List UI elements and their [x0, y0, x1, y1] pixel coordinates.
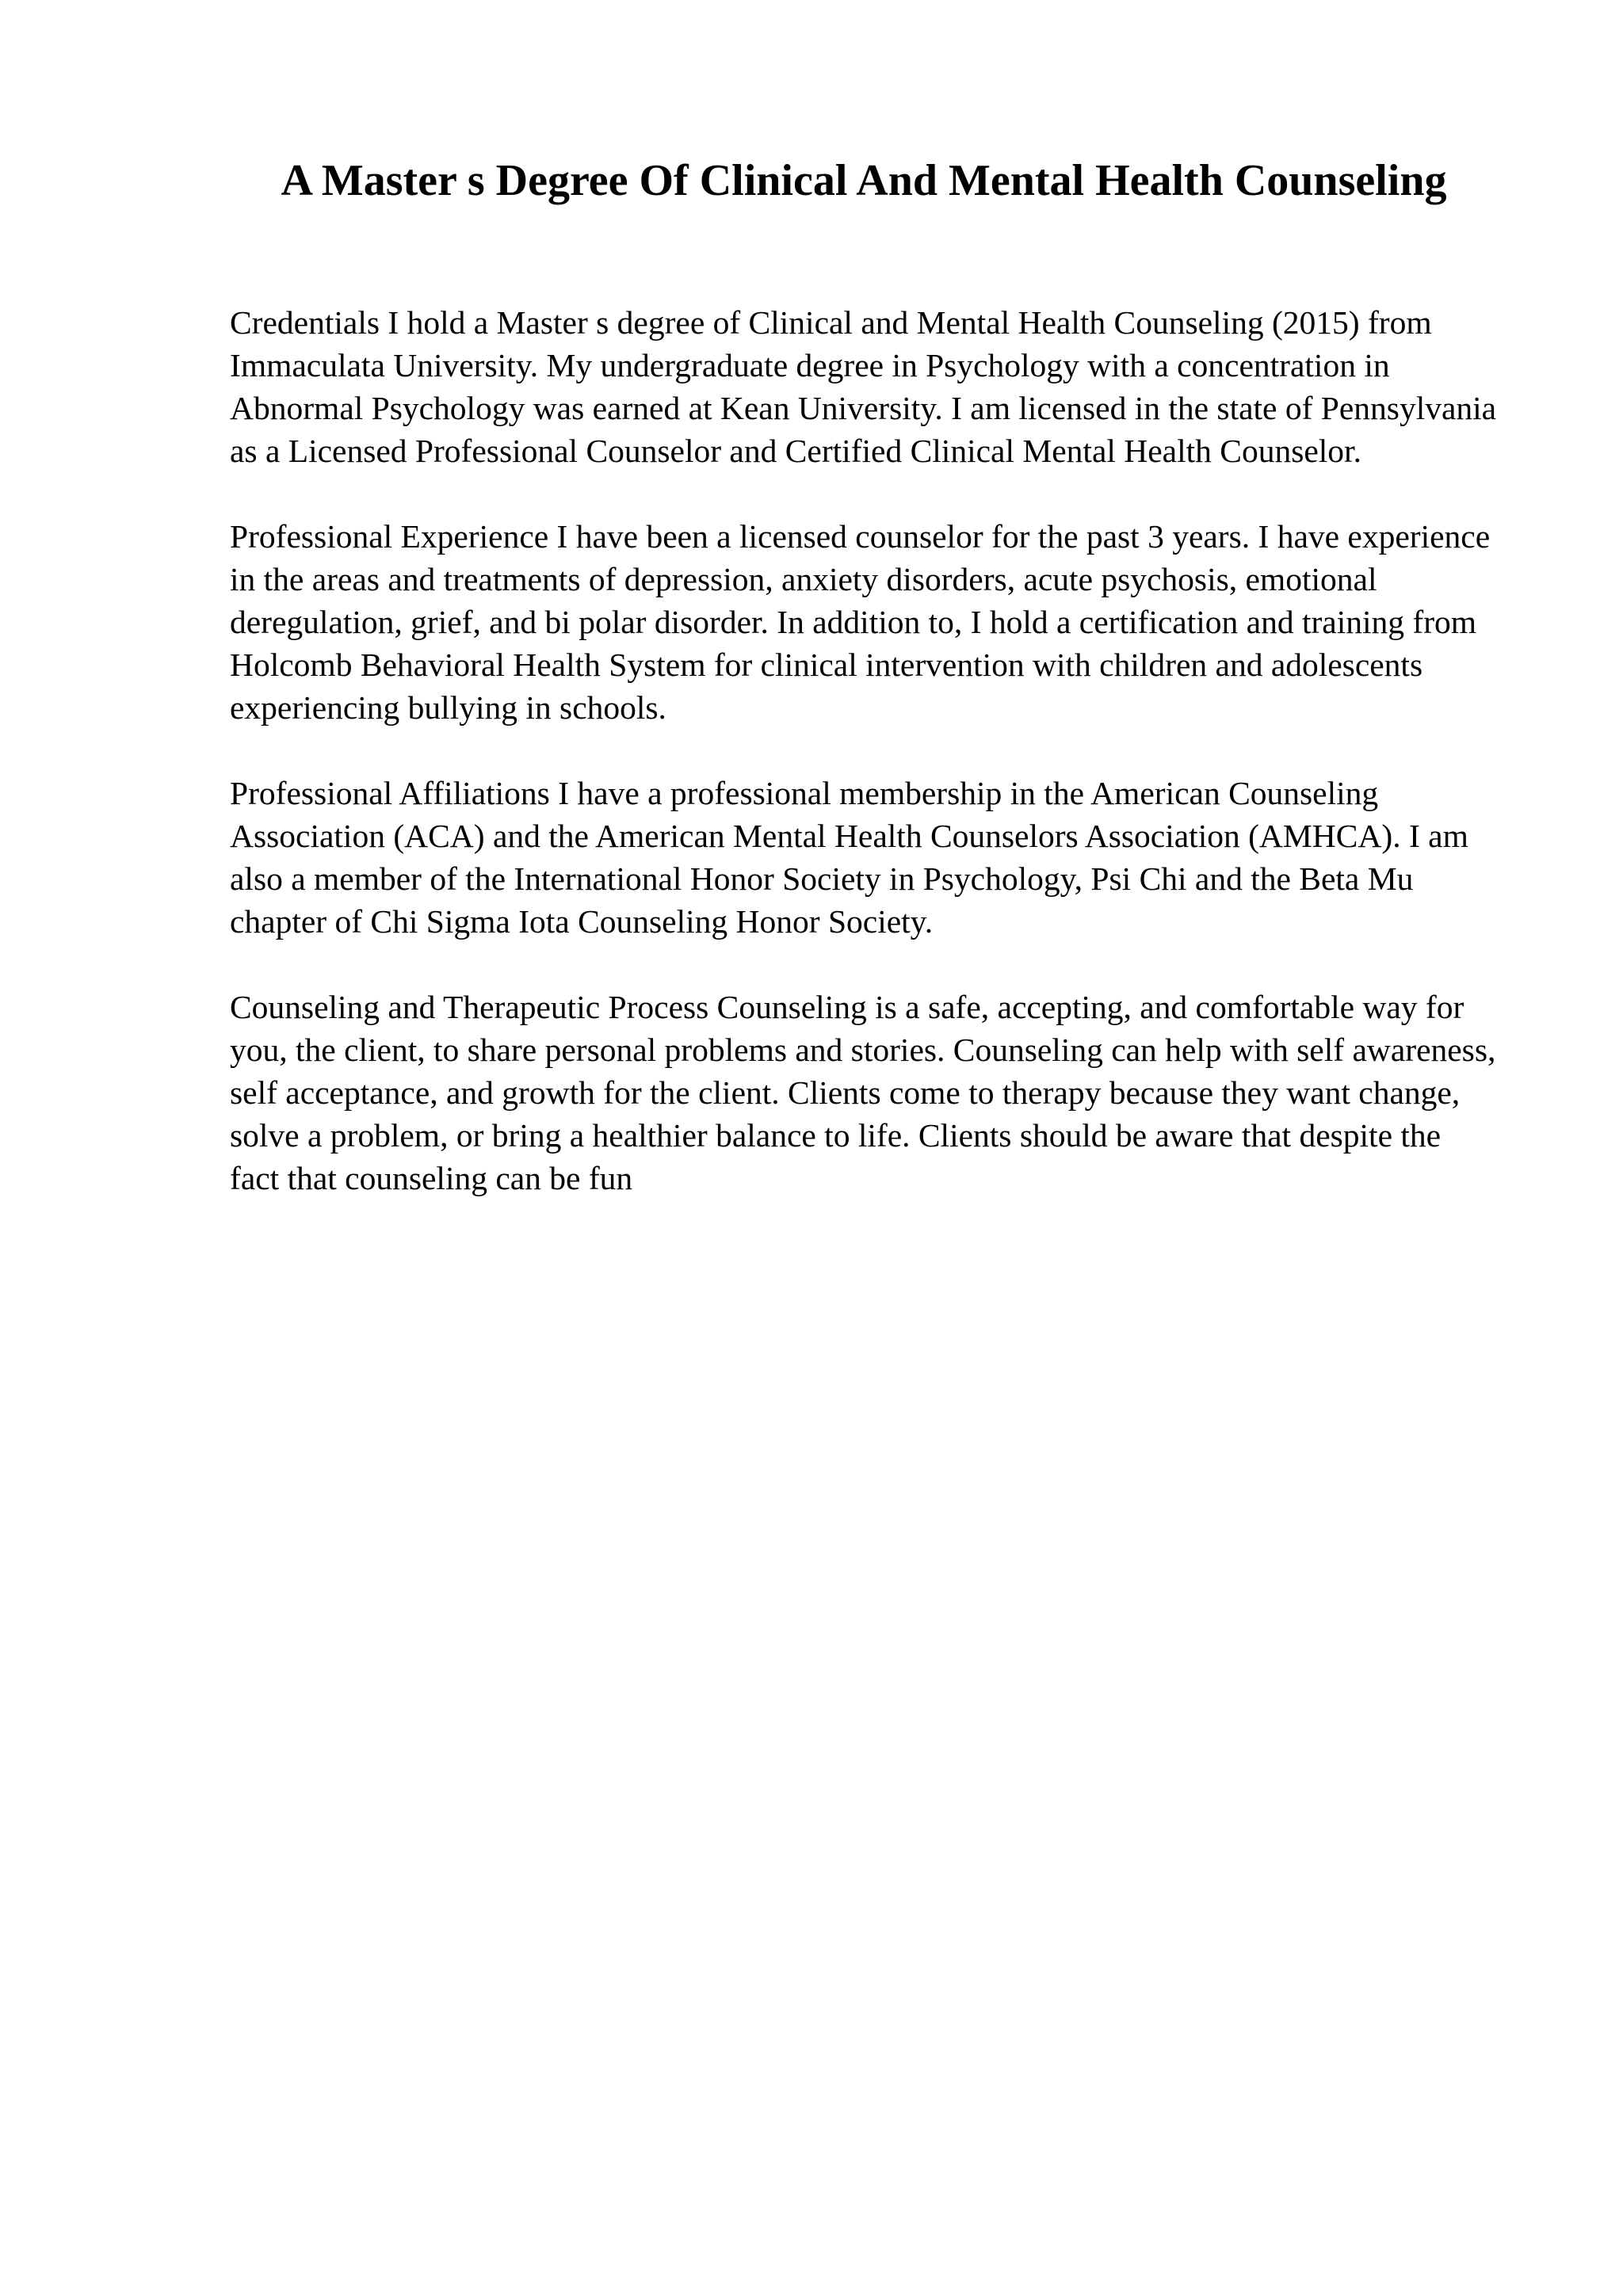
document-body — [230, 301, 1498, 1242]
paragraph-counseling-process: Counseling and Therapeutic Process Counseling is a safe, accepting, and comfortable way for you, the client, to share personal problems and stories. Counseling can help with self awareness, self acceptance, and growth for the client. Clients come to therapy because they want change, solve a problem, or bring a healthier balance to life. Clients should be aware that despite the fact that counseling can be fun — [230, 989, 1496, 1196]
paragraph-professional-affiliations: Professional Affiliations I have a professional membership in the American Counseling Association (ACA) and the American Mental Health Counselors Association (AMHCA). I am also a member of the International Honor Society in Psychology, Psi Chi and the Beta Mu chapter of Chi Sigma Iota Counseling Honor Society. — [230, 775, 1468, 940]
paragraph-professional-experience: Professional Experience I have been a licensed counselor for the past 3 years. I have experience in the areas and treatments of depression, anxiety disorders, acute psychosis, emotional deregulation, grief, and bi polar disorder. In addition to, I hold a certification and training from Holcomb Behavioral Health System for clinical intervention with children and adolescents experiencing bullying in schools. — [230, 518, 1491, 726]
document-title: A Master s Degree Of Clinical And Mental Health Counseling — [281, 156, 1447, 205]
paragraph-credentials: Credentials I hold a Master s degree of Clinical and Mental Health Counseling (2015) from Immaculata University. My undergraduate degree in Psychology with a concentration in Abnormal Psychology was earned at Kean University. I am licensed in the state of Pennsylvania as a Licensed Professional Counselor and Certified Clinical Mental Health Counselor. — [230, 304, 1497, 469]
